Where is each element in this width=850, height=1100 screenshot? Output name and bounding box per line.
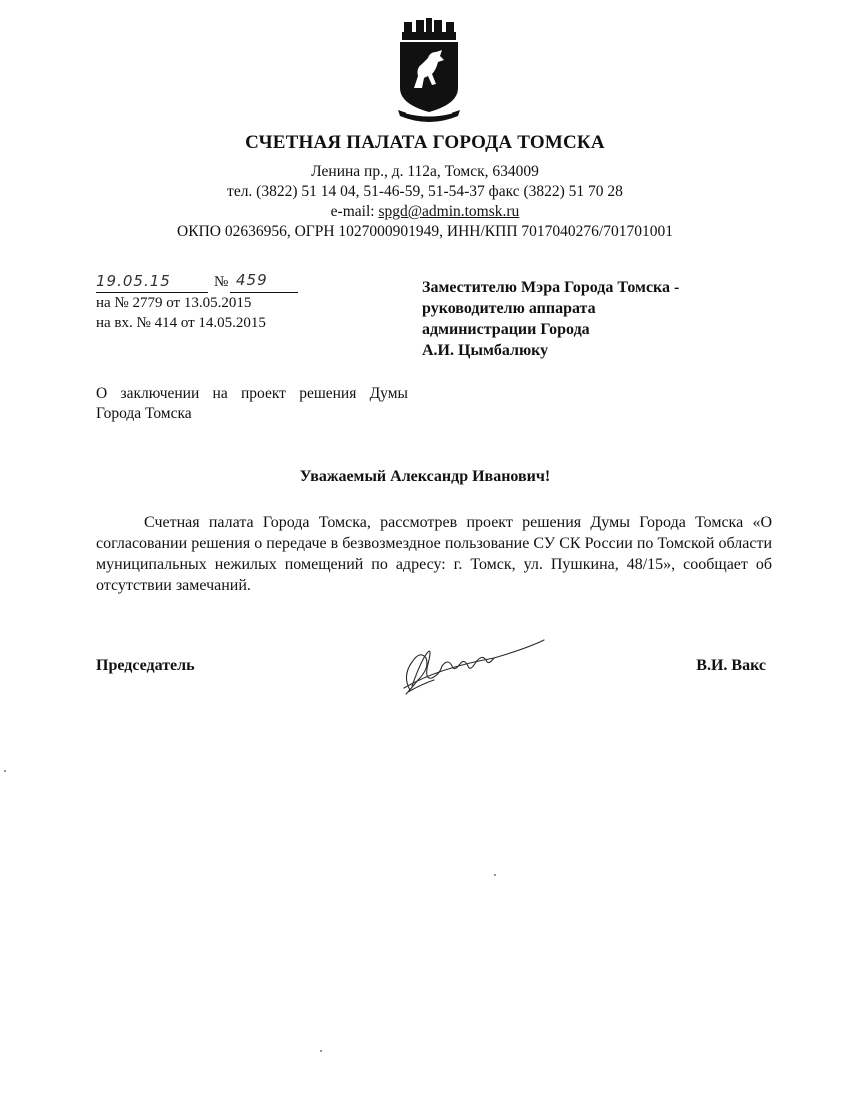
addressee-line: руководителю аппарата: [422, 300, 596, 317]
outgoing-number-handwritten: 459: [236, 271, 268, 289]
subject-line-2: Города Томска: [96, 405, 192, 422]
greeting: Уважаемый Александр Иванович!: [299, 468, 551, 485]
subject-word: Думы: [369, 385, 408, 402]
incoming-reference: на вх. № 414 от 14.05.2015: [96, 315, 266, 331]
scan-speck: [320, 1050, 322, 1052]
scan-speck: [494, 874, 496, 876]
outgoing-number-label: №: [214, 274, 229, 290]
subject-word: решения: [299, 385, 357, 402]
email-link[interactable]: spgd@admin.tomsk.ru: [378, 203, 520, 220]
addressee-line: А.И. Цымбалюку: [422, 342, 549, 359]
organization-registry: ОКПО 02636956, ОГРН 1027000901949, ИНН/КПП 7017040276/701701001: [177, 223, 673, 240]
subject-word: проект: [240, 385, 286, 402]
organization-name: СЧЕТНАЯ ПАЛАТА ГОРОДА ТОМСКА: [245, 132, 605, 153]
reply-to-reference: на № 2779 от 13.05.2015: [96, 295, 252, 311]
date-underline: [96, 292, 208, 293]
subject-word: на: [212, 385, 228, 402]
subject-line-1: [96, 384, 408, 404]
organization-phones: тел. (3822) 51 14 04, 51-46-59, 51-54-37 факс (3822) 51 70 28: [227, 183, 623, 200]
subject-word: О: [96, 385, 108, 402]
handwritten-signature: [398, 628, 558, 702]
organization-address: Ленина пр., д. 112а, Томск, 634009: [311, 163, 539, 180]
outgoing-date-handwritten: 19.05.15: [96, 272, 171, 290]
scan-speck: [4, 770, 6, 772]
number-underline: [230, 292, 298, 293]
letter-subject: [96, 384, 408, 424]
letter-body: Счетная палата Города Томска, рассмотрев проект решения Думы Города Томска «О согласовании решения о передаче в безвозмездное пользование СУ СК России по Томской области муниципальных нежилых помещений по адресу: г. Томск, ул. Пушкина, 48/15», сообщает об отсутствии замечаний.: [96, 514, 772, 594]
tomsk-coat-of-arms-icon: [392, 18, 466, 122]
signatory-role: Председатель: [96, 657, 195, 674]
signatory-name: В.И. Вакс: [696, 657, 766, 674]
addressee-block: [422, 277, 802, 361]
addressee-line: администрации Города: [422, 321, 590, 338]
addressee-line: Заместителю Мэра Города Томска -: [422, 279, 680, 296]
subject-word: заключении: [120, 385, 200, 402]
organization-email-line: [0, 203, 850, 221]
email-label: e-mail:: [330, 203, 379, 220]
